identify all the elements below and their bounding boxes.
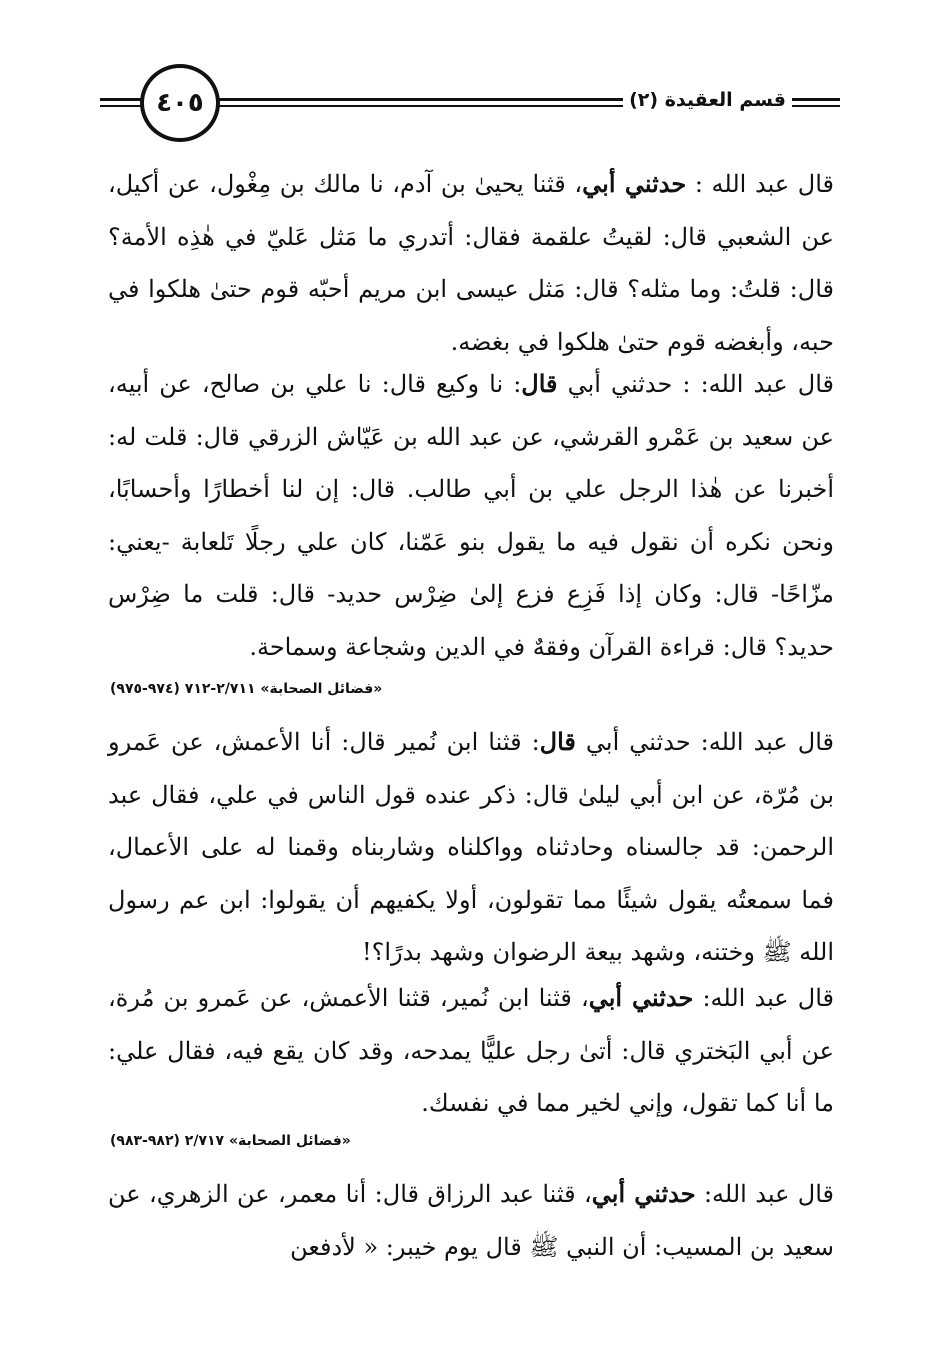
paragraph-5: [108, 1168, 834, 1273]
paragraph-bold: حدثني أبي: [582, 169, 687, 198]
paragraph-lead: قال عبد الله:: [695, 1180, 834, 1208]
paragraph-bold: قال: [521, 369, 558, 398]
paragraph-text: : قثنا ابن نُمير قال: أنا الأعمش، عن عَمرو بن مُرّة، عن ابن أبي ليلىٰ قال: ذكر عنده قول الناس في علي، فقال عبد الرحمن: قد جالسناه وحادثناه وواكلناه وشاربناه وقمنا له على الأعمال، فما سمعتُه يقول شيئًا مما تقولون، أولا يكفيهم أن يقولوا: ابن عم رسول الله ﷺ وختنه، وشهد بيعة الرضوان وشهد بدرًا؟!: [108, 728, 834, 966]
paragraph-4: [108, 972, 834, 1130]
paragraph-bold: قال: [539, 727, 576, 756]
paragraph-lead: قال عبد الله :: [686, 170, 834, 198]
paragraph-3: [108, 716, 834, 979]
paragraph-lead: قال عبد الله: : حدثني أبي: [557, 370, 834, 398]
paragraph-2: [108, 358, 834, 673]
paragraph-text: ، قثنا ابن نُمير، قثنا الأعمش، عن عَمرو بن مُرة، عن أبي البَختري قال: أتىٰ رجل عليًّا يمدحه، وقد كان يقع فيه، فقال علي: ما أنا كما تقول، وإني لخير مما في نفسك.: [108, 984, 834, 1117]
paragraph-text: ، قثنا يحيىٰ بن آدم، نا مالك بن مِغْول، عن أكيل، عن الشعبي قال: لقيتُ علقمة فقال: أتدري ما مَثل عَليّ في هٰذِه الأمة؟ قال: قلتُ: وما مثله؟ قال: مَثل عيسى ابن مريم أحبّه قوم حتىٰ هلكوا في حبه، وأبغضه قوم حتىٰ هلكوا في بغضه.: [108, 170, 834, 356]
reference-note: «فضائل الصحابة» ٢/٧١٧ (٩٨٢-٩٨٣): [110, 1133, 351, 1149]
paragraph-text: : نا وكيع قال: نا علي بن صالح، عن أبيه، عن سعيد بن عَمْرو القرشي، عن عبد الله بن عَيّاش الزرقي قال: قلت له: أخبرنا عن هٰذا الرجل علي بن أبي طالب. قال: إن لنا أخطارًا وأحسابًا، ونحن نكره أن نقول فيه ما يقول بنو عَمّنا، كان علي رجلًا تَلعابة -يعني: مزّاحًا- قال: وكان إذا فَزِع فزع إلىٰ ضِرْس حديد- قال: قلت ما ضِرْس حديد؟ قال: قراءة القرآن وفقهٌ في الدين وشجاعة وسماحة.: [108, 370, 834, 661]
page-number: ٤٠٥: [140, 64, 220, 142]
paragraph-bold: حدثني أبي: [591, 1179, 696, 1208]
paragraph-1: [108, 158, 834, 368]
paragraph-lead: قال عبد الله: حدثني أبي: [575, 728, 834, 756]
page-header: [100, 62, 840, 146]
paragraph-text: ، قثنا عبد الرزاق قال: أنا معمر، عن الزهري، عن سعيد بن المسيب: أن النبي ﷺ قال يوم خيبر: « لأدفعن: [108, 1180, 834, 1261]
reference-note: «فضائل الصحابة» ٢/٧١١-٧١٢ (٩٧٤-٩٧٥): [110, 681, 383, 697]
paragraph-lead: قال عبد الله:: [693, 984, 834, 1012]
section-title: قسم العقيدة (٢): [623, 86, 792, 114]
paragraph-bold: حدثني أبي: [588, 983, 694, 1012]
